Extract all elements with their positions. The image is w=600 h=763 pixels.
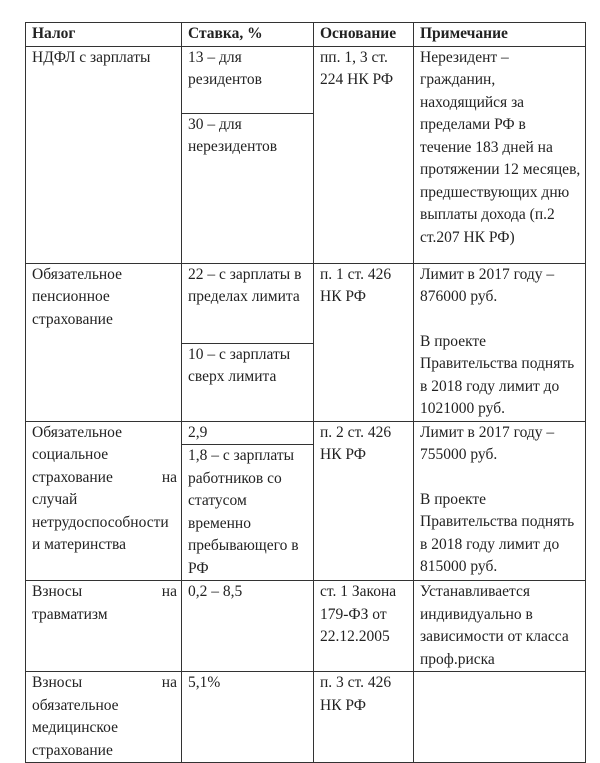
table-row xyxy=(26,46,586,113)
header-rate: Ставка, % xyxy=(182,23,314,47)
rate: 2,9 xyxy=(182,421,314,445)
tax-name: Взносы на травматизм xyxy=(26,581,182,672)
note xyxy=(414,421,586,581)
table-row xyxy=(26,581,586,672)
header-tax: Налог xyxy=(26,23,182,47)
basis: п. 1 ст. 426 НК РФ xyxy=(314,263,414,421)
tax-name: Обязательное пенсионное страхование xyxy=(26,263,182,421)
basis: п. 2 ст. 426 НК РФ xyxy=(314,421,414,581)
basis: п. 3 ст. 426 НК РФ xyxy=(314,672,414,763)
table-row xyxy=(26,421,586,445)
rate: 5,1% xyxy=(182,672,314,763)
rate: 30 – для нерезидентов xyxy=(182,113,314,263)
note xyxy=(414,672,586,763)
tax-name: Обязательное социальное страхование на случай нетрудоспособности и материнства xyxy=(26,421,182,581)
note-text: Лимит в 2017 году – 755000 руб. xyxy=(420,423,555,463)
rate: 22 – с зарплаты в пределах лимита xyxy=(182,263,314,343)
rate: 0,2 – 8,5 xyxy=(182,581,314,672)
note-text: Лимит в 2017 году – 876000 руб. xyxy=(420,265,555,305)
rate: 13 – для резидентов xyxy=(182,46,314,113)
tax-name: НДФЛ с зарплаты xyxy=(26,46,182,263)
note-text: В проекте Правительства поднять в 2018 году лимит до 815000 руб. xyxy=(420,490,575,575)
note xyxy=(414,581,586,672)
header-row xyxy=(26,23,586,47)
tax-rates-table xyxy=(25,22,586,763)
header-basis: Основание xyxy=(314,23,414,47)
note xyxy=(414,46,586,263)
rate: 1,8 – с зарплаты работников со статусом временно пребывающего в РФ xyxy=(182,445,314,581)
note-text: В проекте Правительства поднять в 2018 году лимит до 1021000 руб. xyxy=(420,332,575,417)
header-note: Примечание xyxy=(414,23,586,47)
table-row xyxy=(26,672,586,763)
note-text: Нерезидент – гражданин, находящийся за пределами РФ в течение 183 дней на протяжении 12 месяцев, предшествующих дню выплаты дохода (п.2 ст.207 НК РФ) xyxy=(420,48,581,246)
note xyxy=(414,263,586,421)
tax-name: Взносы на обязательное медицинское страхование xyxy=(26,672,182,763)
basis: пп. 1, 3 ст. 224 НК РФ xyxy=(314,46,414,263)
note-text: Устанавливается индивидуально в зависимости от класса проф.риска xyxy=(420,583,569,668)
basis: ст. 1 Закона 179-ФЗ от 22.12.2005 xyxy=(314,581,414,672)
rate: 10 – с зарплаты сверх лимита xyxy=(182,343,314,421)
table-row xyxy=(26,263,586,343)
